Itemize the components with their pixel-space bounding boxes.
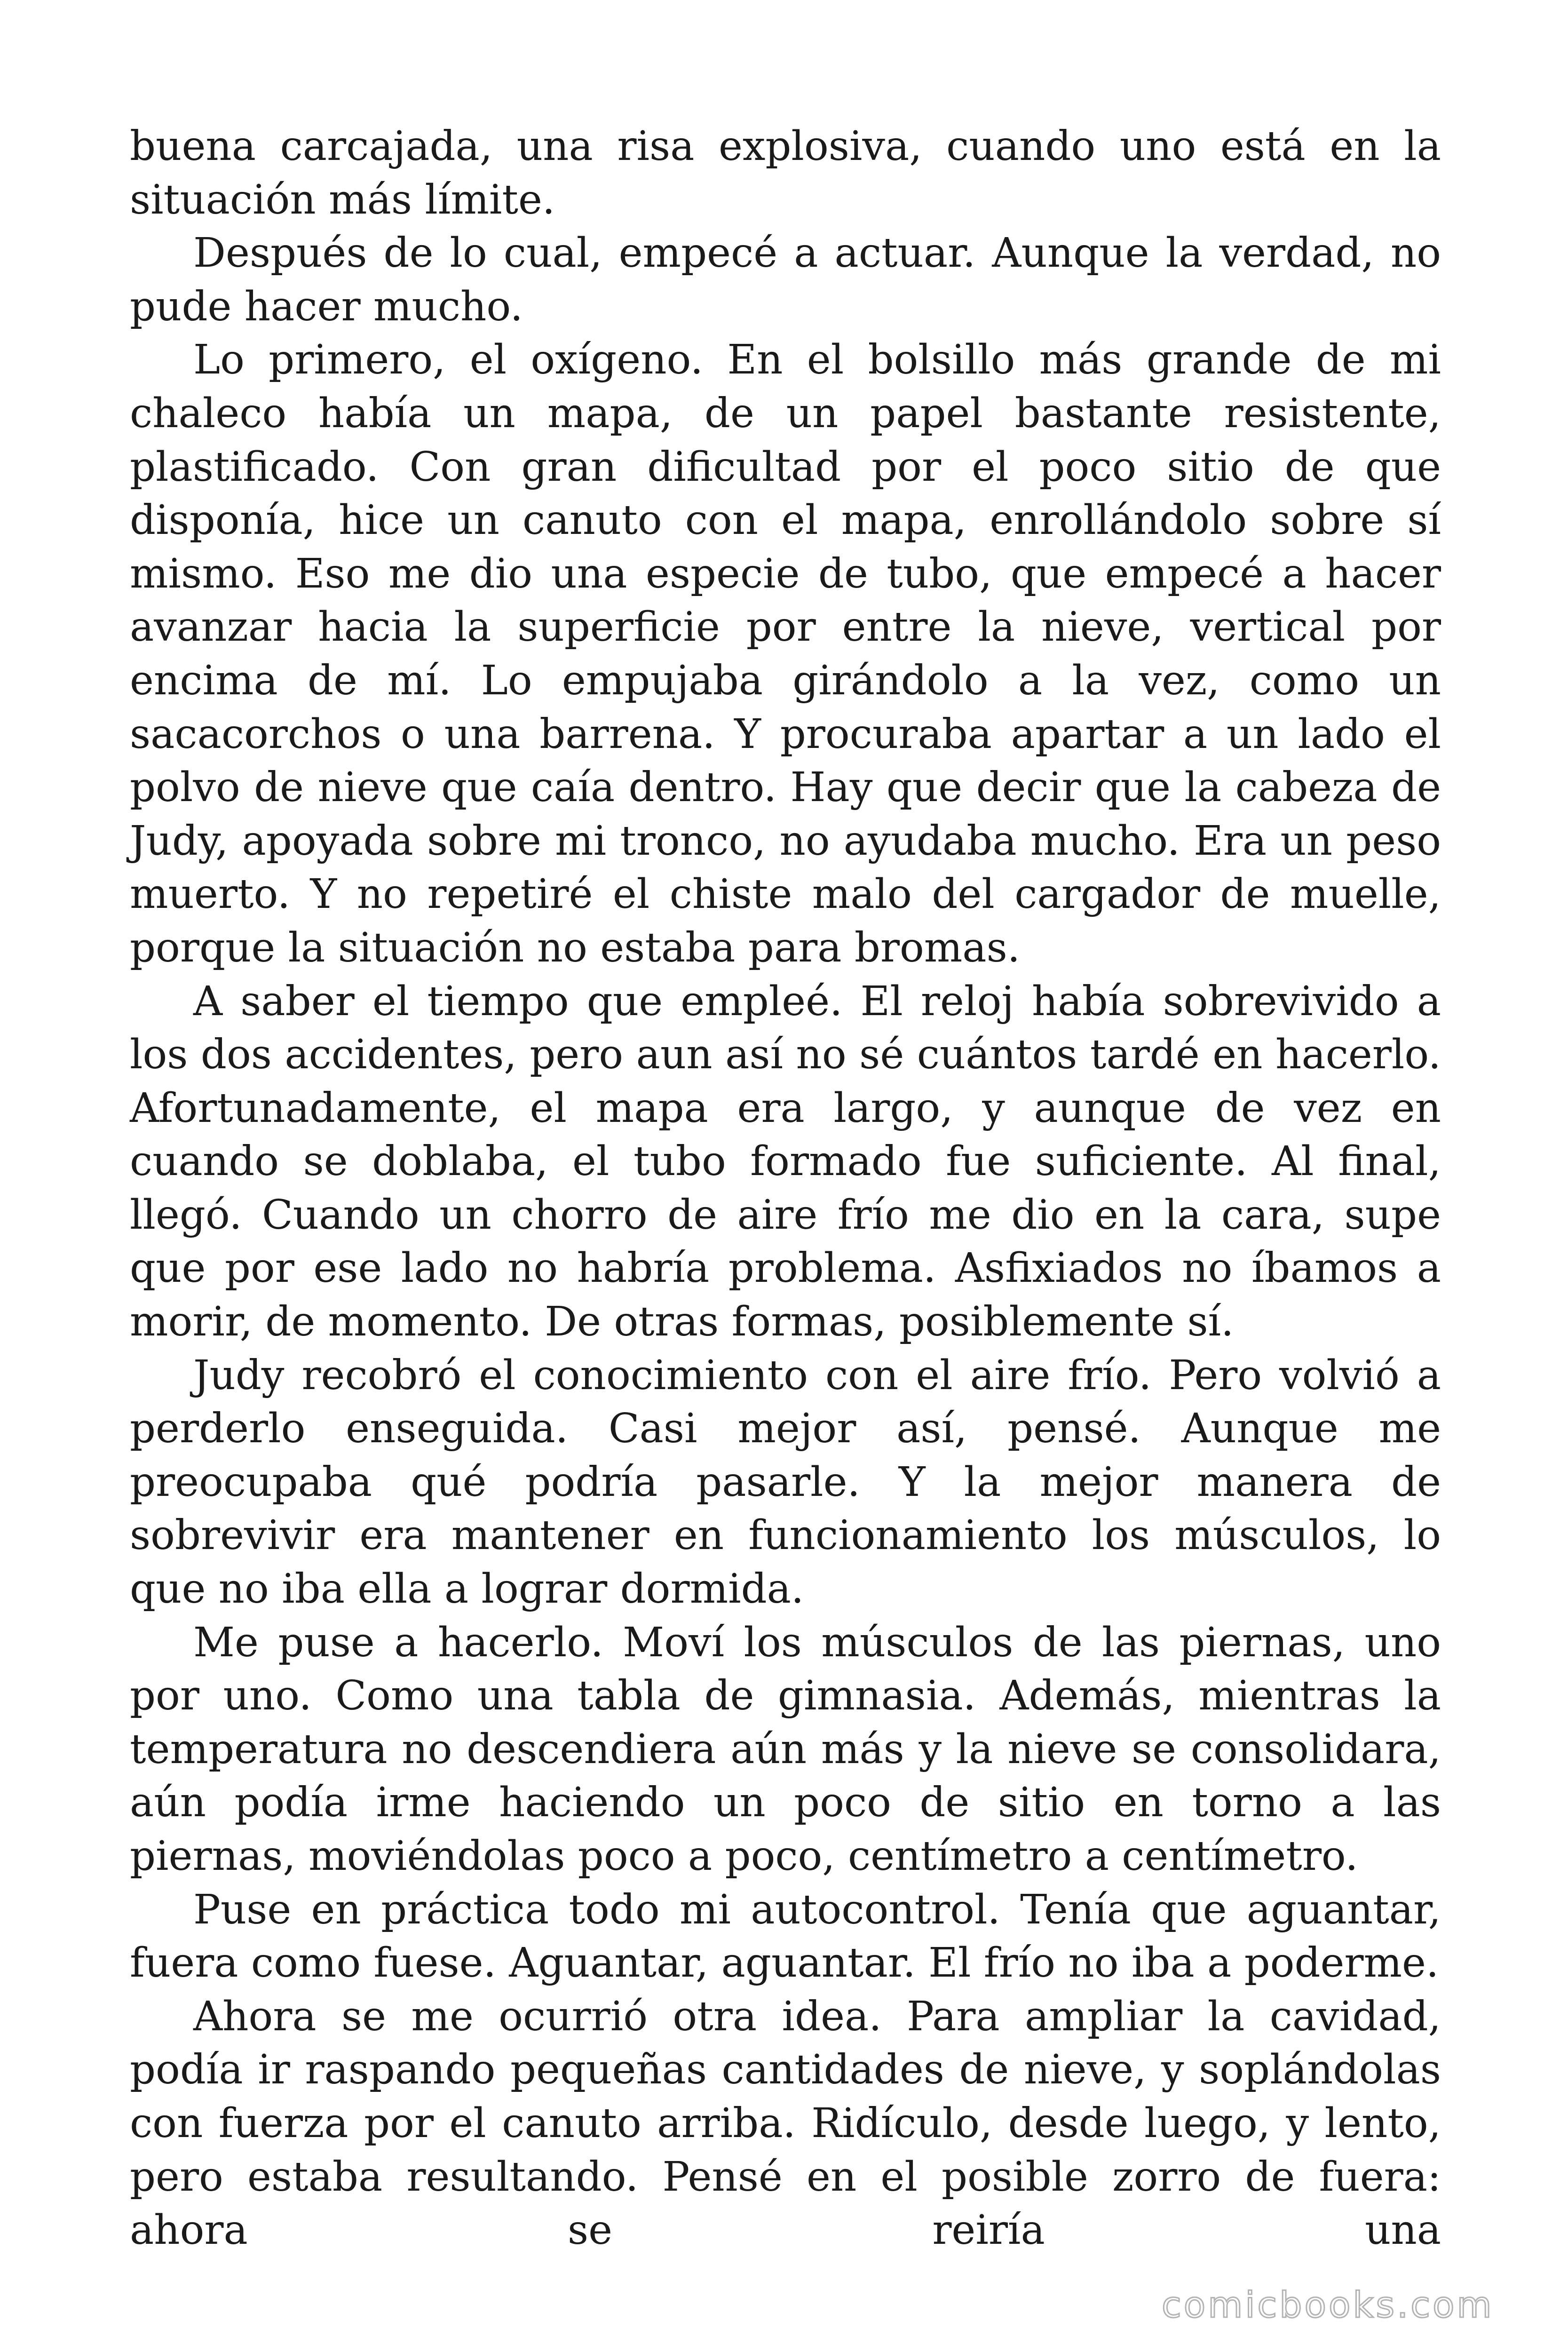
paragraph-3: Lo primero, el oxígeno. En el bolsillo más grande de mi chaleco había un mapa, de un papel bastante resistente, plastificado. Con gran dificultad por el poco sitio de que disponía, hice un canuto con el mapa, enrollándolo sobre sí mismo. Eso me dio una especie de tubo, que empecé a hacer avanzar hacia la superficie por entre la nieve, vertical por encima de mí. Lo empujaba girándolo a la vez, como un sacacorchos o una barrena. Y procuraba apartar a un lado el polvo de nieve que caía dentro. Hay que decir que la cabeza de Judy, apoyada sobre mi tronco, no ayudaba mucho. Era un peso muerto. Y no repetiré el chiste malo del cargador de muelle, porque la situación no estaba para bromas.	[130, 336, 1441, 971]
paragraph-4: A saber el tiempo que empleé. El reloj había sobrevivido a los dos accidentes, pero aun así no sé cuántos tardé en hacerlo. Afortunadamente, el mapa era largo, y aunque de vez en cuando se doblaba, el tubo formado fue suficiente. Al final, llegó. Cuando un chorro de aire frío me dio en la cara, supe que por ese lado no habría problema. Asfixiados no íbamos a morir, de momento. De otras formas, posiblemente sí.	[130, 977, 1441, 1346]
paragraph-6: Me puse a hacerlo. Moví los músculos de las piernas, uno por uno. Como una tabla de gimnasia. Además, mientras la temperatura no descendiera aún más y la nieve se consolidara, aún podía irme haciendo un poco de sitio en torno a las piernas, moviéndolas poco a poco, centímetro a centímetro.	[130, 1619, 1441, 1880]
paragraph-5: Judy recobró el conocimiento con el aire frío. Pero volvió a perderlo enseguida. Casi mejor así, pensé. Aunque me preocupaba qué podría pasarle. Y la mejor manera de sobrevivir era mantener en funcionamiento los músculos, lo que no iba ella a lograr dormida.	[130, 1351, 1441, 1613]
watermark: comicbooks.com	[1162, 2284, 1494, 2326]
paragraph-8: Ahora se me ocurrió otra idea. Para ampliar la cavidad, podía ir raspando pequeñas cantidades de nieve, y soplándolas con fuerza por el canuto arriba. Ridículo, desde luego, y lento, pero estaba resultando. Pensé en el posible zorro de fuera: ahora se reiría una	[130, 1993, 1441, 2254]
paragraph-1: buena carcajada, una risa explosiva, cuando uno está en la situación más límite.	[130, 123, 1441, 223]
paragraph-7: Puse en práctica todo mi autocontrol. Tenía que aguantar, fuera como fuese. Aguantar, aguantar. El frío no iba a poderme.	[130, 1886, 1441, 1987]
body-text	[130, 120, 1441, 2257]
paragraph-2: Después de lo cual, empecé a actuar. Aunque la verdad, no pude hacer mucho.	[130, 230, 1441, 330]
